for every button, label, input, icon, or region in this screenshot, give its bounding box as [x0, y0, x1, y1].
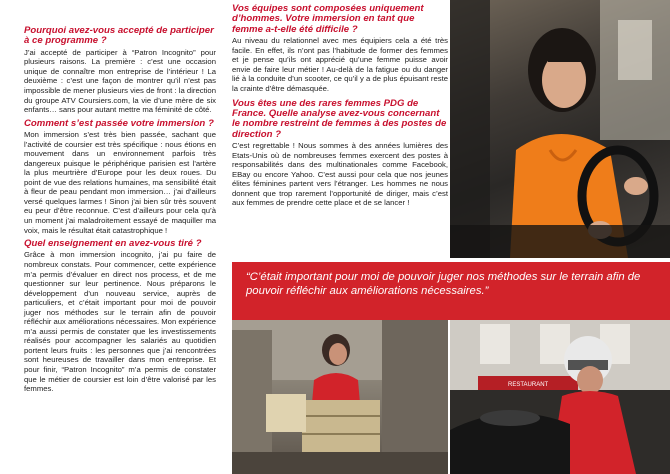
question-heading: Quel enseignement en avez-vous tiré ?: [24, 238, 202, 250]
restaurant-sign: RESTAURANT: [508, 382, 549, 388]
answer-paragraph: Grâce à mon immersion incognito, j’ai pu faire de nombreux constats. Pour commencer, cette expérience m’a permis d’évaluer en direct nos process, et de me questionner sur leur pertinence. Nous préparons le développement d’un nouveau service, auprès de particuliers, et c’était important pour moi de pouvoir juger nos méthodes sur le terrain afin de pouvoir réfléchir aux améliorations nécessaires. Mon expérience m’a aussi permis de constater que les investissements réalisés pour accompagner les salariés au quotidien portent leurs fruits : les personnes que j’ai rencontrées sont heureuses de travailler dans mon entreprise. Et pour finir, “Patron Incognito” m’a permis de constater que le métier de coursier est loin d’être valorisé par les femmes.: [24, 250, 216, 394]
courier-packages-photo: [232, 320, 448, 474]
question-heading: Comment s’est passée votre immersion ?: [24, 117, 214, 129]
question-heading: Vos équipes sont composées uniquement d’hommes. Votre immersion en tant que femme a-t-elle été difficile ?: [232, 3, 424, 35]
question-heading: Vous êtes une des rares femmes PDG de France. Quelle analyse avez-vous concernant le nombre restreint de femmes à des postes de direction ?: [232, 97, 447, 140]
driver-photo: [450, 0, 670, 258]
pull-quote-band: [232, 262, 670, 320]
scooter-illustration: [450, 320, 670, 474]
scooter-rider-photo: [450, 320, 670, 474]
driver-illustration: [450, 0, 670, 258]
answer-paragraph: Au niveau du relationnel avec mes équipiers cela a été très facile. En effet, ils n’ont pas l’habitude de former des femmes et je pense qu’ils ont apprécié qu’une femme puisse avoir envie de faire leur métier ! Au-delà de la fatigue ou du danger lié à la conduite d’un scooter, ce qu’il y a de plus épuisant reste la crainte d’être démasquée.: [232, 36, 448, 93]
left-text-column: [0, 0, 224, 474]
answer-paragraph: C’est regrettable ! Nous sommes à des années lumières des Etats-Unis où de nombreuses femmes exercent des postes à responsabilités dans des multinationales comme Facebook, EBay ou encore Yahoo. C’est aussi pour cela que nos jeunes élites féminines partent vers l’étranger. Les hommes ne nous donnent que trop rarement l’opportunité de diriger, mais c’est aux femmes de prendre cette place et de se lancer !: [232, 141, 448, 208]
answer-paragraph: J’ai accepté de participer à “Patron Incognito” pour plusieurs raisons. La première : c’est une occasion unique de connaître mon entreprise de l’intérieur ! La deuxième : c’est une façon de montrer qu’il n’est pas impossible de mener plusieurs vies de front : la direction du groupe ATV Coursiers.com, la vie d’une mère de six enfants… sans pour autant mettre ma féminité de côté.: [24, 47, 216, 115]
answer-paragraph: Mon immersion s’est très bien passée, sachant que l’activité de coursier est très spécifique : nous étions en mouvement dans un environnement parfois très dangereux puisque le périphérique parisien est l’artère la plus meurtrière d’Europe pour les deux roues. Du point de vue des relations humaines, ma sensibilité était à fleur de peau pendant mon immersion… j’ai d’ailleurs versé quelques larmes ! Sinon j’ai bien sûr très souvent eu peur d’être reconnue. C’est d’ailleurs pour cela qu’à un moment j’ai maladroitement essayé de maquiller ma voix, mais le résultat était catastrophique !: [24, 130, 216, 235]
courier-illustration: [232, 320, 448, 474]
pull-quote: “C’était important pour moi de pouvoir juger nos méthodes sur le terrain afin de pouvoir réfléchir aux améliorations nécessaires.”: [246, 271, 641, 297]
question-heading: Pourquoi avez-vous accepté de participer à ce programme ?: [24, 25, 214, 47]
middle-text-column: [224, 0, 448, 270]
